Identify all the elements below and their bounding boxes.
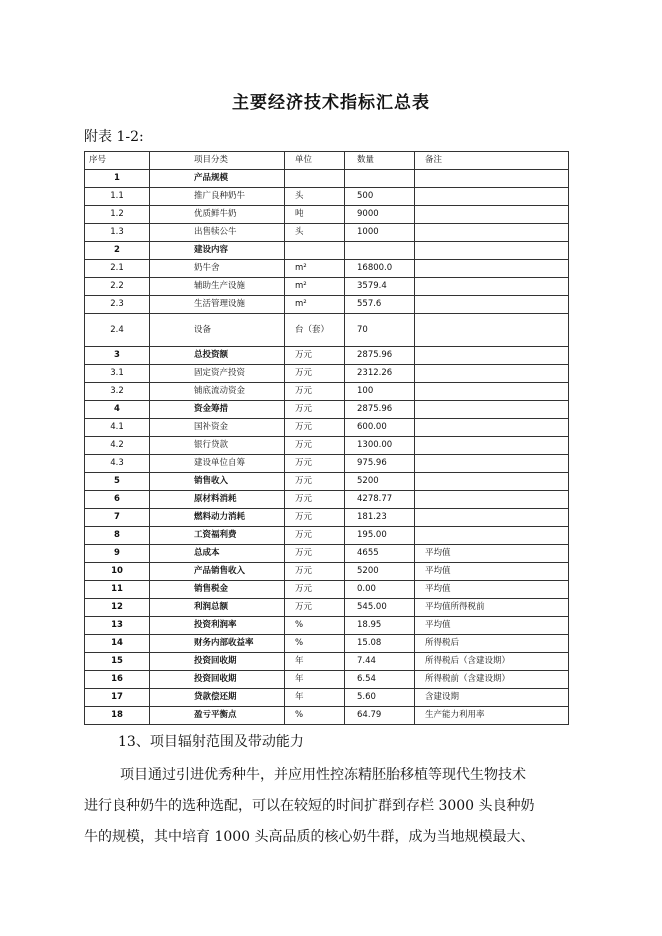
cell-item: 利润总额 [150,599,285,617]
cell-no: 6 [85,491,150,509]
cell-qty: 64.79 [345,707,415,725]
cell-no: 13 [85,617,150,635]
cell-item: 总投资额 [150,347,285,365]
table-row [85,278,569,296]
cell-unit: 头 [285,224,345,242]
cell-item: 财务内部收益率 [150,635,285,653]
cell-note [415,260,569,278]
table-row [85,527,569,545]
cell-no: 4.3 [85,455,150,473]
cell-note: 所得税后（含建设期） [415,653,569,671]
table-row [85,347,569,365]
table-header-row [85,152,569,170]
cell-item: 建设单位自筹 [150,455,285,473]
table-row [85,170,569,188]
cell-qty: 70 [345,314,415,347]
cell-unit: m² [285,260,345,278]
cell-no: 16 [85,671,150,689]
cell-no: 18 [85,707,150,725]
cell-qty: 1000 [345,224,415,242]
cell-note [415,473,569,491]
section-heading: 13、项目辐射范围及带动能力 [118,734,304,750]
cell-unit: 万元 [285,419,345,437]
table-row [85,401,569,419]
cell-item: 铺底流动资金 [150,383,285,401]
cell-item: 投资回收期 [150,671,285,689]
cell-note [415,206,569,224]
cell-item: 销售税金 [150,581,285,599]
cell-no: 14 [85,635,150,653]
cell-no: 5 [85,473,150,491]
table-row [85,671,569,689]
cell-qty: 181.23 [345,509,415,527]
cell-unit: 万元 [285,347,345,365]
cell-no: 4 [85,401,150,419]
cell-no: 2.4 [85,314,150,347]
table-row [85,491,569,509]
cell-item: 国补资金 [150,419,285,437]
table-row [85,581,569,599]
cell-no: 4.2 [85,437,150,455]
cell-no: 1 [85,170,150,188]
cell-unit: 万元 [285,491,345,509]
cell-unit [285,170,345,188]
cell-note [415,170,569,188]
cell-note: 平均值 [415,617,569,635]
cell-qty: 600.00 [345,419,415,437]
cell-unit: 万元 [285,581,345,599]
cell-qty: 2875.96 [345,347,415,365]
cell-note [415,188,569,206]
document-title: 主要经济技术指标汇总表 [232,93,430,113]
table-row [85,383,569,401]
cell-qty: 545.00 [345,599,415,617]
cell-unit: m² [285,278,345,296]
table-row [85,653,569,671]
cell-unit: 万元 [285,545,345,563]
cell-note [415,491,569,509]
cell-note [415,383,569,401]
cell-item: 辅助生产设施 [150,278,285,296]
table-row [85,545,569,563]
cell-note: 平均值 [415,545,569,563]
cell-note [415,224,569,242]
cell-no: 17 [85,689,150,707]
table-row [85,296,569,314]
table-row [85,599,569,617]
cell-unit: 万元 [285,599,345,617]
cell-no: 12 [85,599,150,617]
cell-unit: 年 [285,653,345,671]
cell-unit: 万元 [285,383,345,401]
cell-note: 所得税后 [415,635,569,653]
table-row [85,473,569,491]
cell-qty [345,170,415,188]
cell-note: 平均值 [415,581,569,599]
cell-qty: 5200 [345,473,415,491]
cell-item: 银行贷款 [150,437,285,455]
cell-item: 建设内容 [150,242,285,260]
cell-qty [345,242,415,260]
cell-qty: 500 [345,188,415,206]
cell-qty: 2875.96 [345,401,415,419]
cell-item: 工资福利费 [150,527,285,545]
cell-unit: % [285,617,345,635]
cell-note: 平均值 [415,563,569,581]
cell-unit: 年 [285,671,345,689]
cell-item: 出售犊公牛 [150,224,285,242]
cell-qty: 3579.4 [345,278,415,296]
paragraph-line: 牛的规模，其中培育 1000 头高品质的核心奶牛群，成为当地规模最大、 [84,829,535,845]
cell-unit: % [285,707,345,725]
table-row [85,437,569,455]
cell-unit: 头 [285,188,345,206]
paragraph-line: 项目通过引进优秀种牛，并应用性控冻精胚胎移植等现代生物技术 [120,767,526,783]
cell-unit: % [285,635,345,653]
cell-unit [285,242,345,260]
cell-qty: 1300.00 [345,437,415,455]
cell-no: 2.1 [85,260,150,278]
cell-unit: 年 [285,689,345,707]
cell-note: 含建设期 [415,689,569,707]
cell-unit: 万元 [285,473,345,491]
table-row [85,563,569,581]
cell-note [415,419,569,437]
header-no: 序号 [85,152,150,170]
cell-item: 盈亏平衡点 [150,707,285,725]
cell-note [415,365,569,383]
cell-qty: 2312.26 [345,365,415,383]
table-caption: 附表 1-2: [84,129,144,145]
cell-unit: m² [285,296,345,314]
cell-item: 总成本 [150,545,285,563]
cell-item: 固定资产投资 [150,365,285,383]
table-row [85,707,569,725]
indicator-table [84,151,569,725]
cell-qty: 975.96 [345,455,415,473]
body-paragraph [84,760,584,853]
table-row [85,617,569,635]
cell-note [415,437,569,455]
cell-no: 1.1 [85,188,150,206]
cell-qty: 15.08 [345,635,415,653]
cell-item: 推广良种奶牛 [150,188,285,206]
cell-qty: 18.95 [345,617,415,635]
cell-no: 10 [85,563,150,581]
cell-unit: 万元 [285,365,345,383]
cell-no: 2.3 [85,296,150,314]
cell-item: 资金筹措 [150,401,285,419]
table-row [85,365,569,383]
cell-item: 投资利润率 [150,617,285,635]
cell-no: 15 [85,653,150,671]
cell-item: 贷款偿还期 [150,689,285,707]
cell-unit: 万元 [285,509,345,527]
table-row [85,206,569,224]
cell-note: 生产能力利用率 [415,707,569,725]
cell-item: 原材料消耗 [150,491,285,509]
table-row [85,635,569,653]
cell-qty: 16800.0 [345,260,415,278]
header-unit: 单位 [285,152,345,170]
cell-note [415,527,569,545]
table-row [85,419,569,437]
cell-no: 2 [85,242,150,260]
cell-unit: 万元 [285,437,345,455]
cell-qty: 5200 [345,563,415,581]
cell-note [415,278,569,296]
cell-item: 产品规模 [150,170,285,188]
cell-qty: 4655 [345,545,415,563]
table-row [85,509,569,527]
cell-qty: 5.60 [345,689,415,707]
cell-item: 奶牛舍 [150,260,285,278]
cell-unit: 万元 [285,401,345,419]
header-note: 备注 [415,152,569,170]
cell-qty: 9000 [345,206,415,224]
cell-no: 11 [85,581,150,599]
cell-note [415,296,569,314]
header-item: 项目分类 [150,152,285,170]
cell-item: 优质鲜牛奶 [150,206,285,224]
table-row [85,455,569,473]
cell-qty: 6.54 [345,671,415,689]
table-row [85,224,569,242]
cell-qty: 100 [345,383,415,401]
cell-note: 所得税前（含建设期） [415,671,569,689]
cell-no: 4.1 [85,419,150,437]
table-row [85,689,569,707]
cell-note [415,401,569,419]
cell-qty: 195.00 [345,527,415,545]
cell-item: 设备 [150,314,285,347]
table-row [85,314,569,347]
cell-no: 1.3 [85,224,150,242]
cell-unit: 万元 [285,455,345,473]
cell-note [415,314,569,347]
cell-no: 2.2 [85,278,150,296]
table-row [85,242,569,260]
cell-qty: 557.6 [345,296,415,314]
cell-no: 3.2 [85,383,150,401]
cell-no: 8 [85,527,150,545]
cell-item: 投资回收期 [150,653,285,671]
cell-qty: 7.44 [345,653,415,671]
paragraph-line: 进行良种奶牛的选种选配，可以在较短的时间扩群到存栏 3000 头良种奶 [84,798,535,814]
cell-item: 燃料动力消耗 [150,509,285,527]
cell-unit: 吨 [285,206,345,224]
cell-no: 9 [85,545,150,563]
cell-item: 销售收入 [150,473,285,491]
cell-qty: 0.00 [345,581,415,599]
cell-unit: 万元 [285,527,345,545]
header-qty: 数量 [345,152,415,170]
cell-no: 3.1 [85,365,150,383]
cell-note [415,242,569,260]
cell-note [415,509,569,527]
cell-no: 3 [85,347,150,365]
cell-item: 生活管理设施 [150,296,285,314]
cell-unit: 台（套） [285,314,345,347]
cell-no: 7 [85,509,150,527]
cell-unit: 万元 [285,563,345,581]
cell-note [415,347,569,365]
cell-item: 产品销售收入 [150,563,285,581]
table-row [85,188,569,206]
cell-no: 1.2 [85,206,150,224]
cell-qty: 4278.77 [345,491,415,509]
cell-note: 平均值所得税前 [415,599,569,617]
table-row [85,260,569,278]
cell-note [415,455,569,473]
